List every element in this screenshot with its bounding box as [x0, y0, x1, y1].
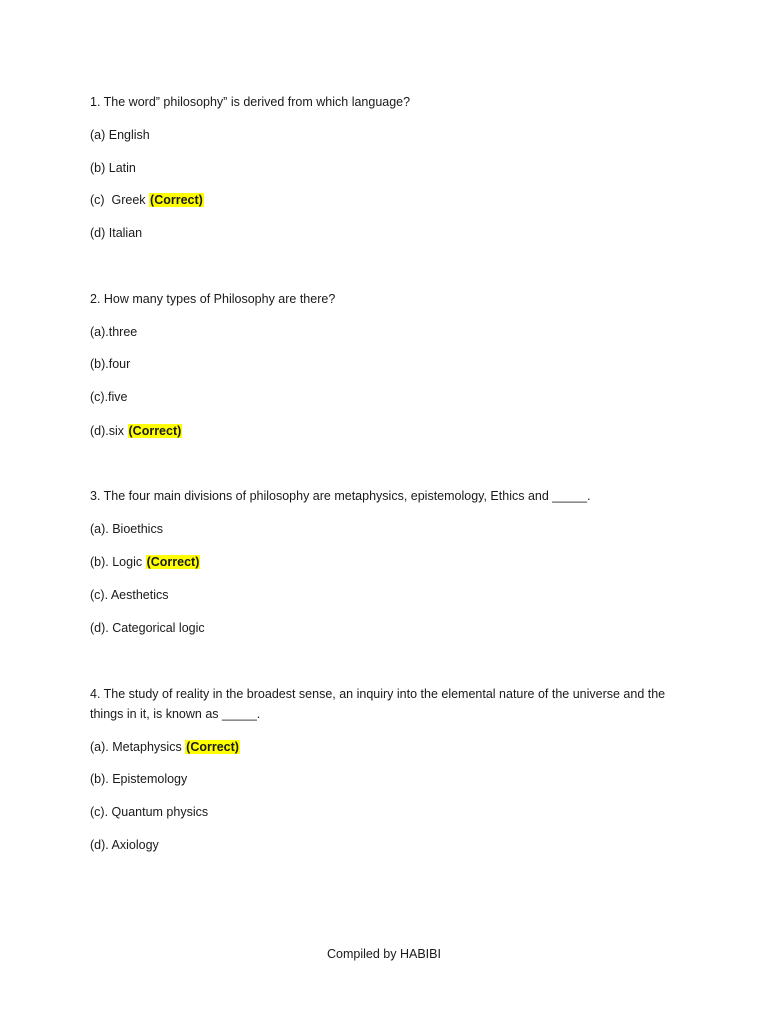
question-4-option-d [90, 835, 159, 855]
question-1-option-a [90, 125, 150, 145]
question-3: 3. The four main divisions of philosophy are metaphysics, epistemology, Ethics and _____. [90, 489, 591, 503]
question-1-option-b [90, 158, 136, 178]
question-3-option-c [90, 585, 169, 605]
correct-highlight: (Correct) [128, 424, 182, 438]
question-2-option-d [90, 421, 182, 441]
question-2-option-c [90, 387, 128, 407]
option-text: (a). Bioethics [90, 522, 163, 536]
question-4: 4. The study of reality in the broadest sense, an inquiry into the elemental nature of the universe and the things in it, is known as _____. [90, 687, 666, 721]
option-text: (a).three [90, 325, 138, 339]
option-text: (a) English [90, 128, 150, 142]
option-text: (c) Greek [90, 193, 150, 207]
correct-highlight: (Correct) [150, 193, 203, 207]
option-text: (c). Aesthetics [90, 588, 169, 602]
option-text: (b). Epistemology [90, 772, 188, 786]
option-text: (c).five [90, 390, 128, 404]
question-2-option-b [90, 354, 130, 374]
question-4-option-c [90, 802, 208, 822]
option-text: (d). Axiology [90, 838, 159, 852]
option-text: (c). Quantum physics [90, 805, 209, 819]
footer-credit: Compiled by HABIBI [327, 947, 441, 961]
question-1-option-d [90, 223, 142, 243]
question-2: 2. How many types of Philosophy are there? [90, 292, 336, 306]
option-text: (d) Italian [90, 226, 143, 240]
option-text: (b) Latin [90, 161, 136, 175]
question-4-option-b [90, 769, 187, 789]
option-text: (b). Logic [90, 555, 146, 569]
option-text: (d).six [90, 424, 128, 438]
question-3-option-d [90, 618, 205, 638]
option-text: (a). Metaphysics [90, 740, 186, 754]
question-1: 1. The word” philosophy” is derived from which language? [90, 95, 411, 109]
correct-highlight: (Correct) [146, 555, 200, 569]
option-text: (b).four [90, 357, 131, 371]
question-3-option-a [90, 519, 163, 539]
correct-highlight: (Correct) [186, 740, 239, 754]
question-4-option-a [90, 737, 240, 757]
question-2-option-a [90, 322, 137, 342]
option-text: (d). Categorical logic [90, 621, 205, 635]
question-3-option-b [90, 552, 200, 572]
question-1-option-c [90, 190, 204, 210]
